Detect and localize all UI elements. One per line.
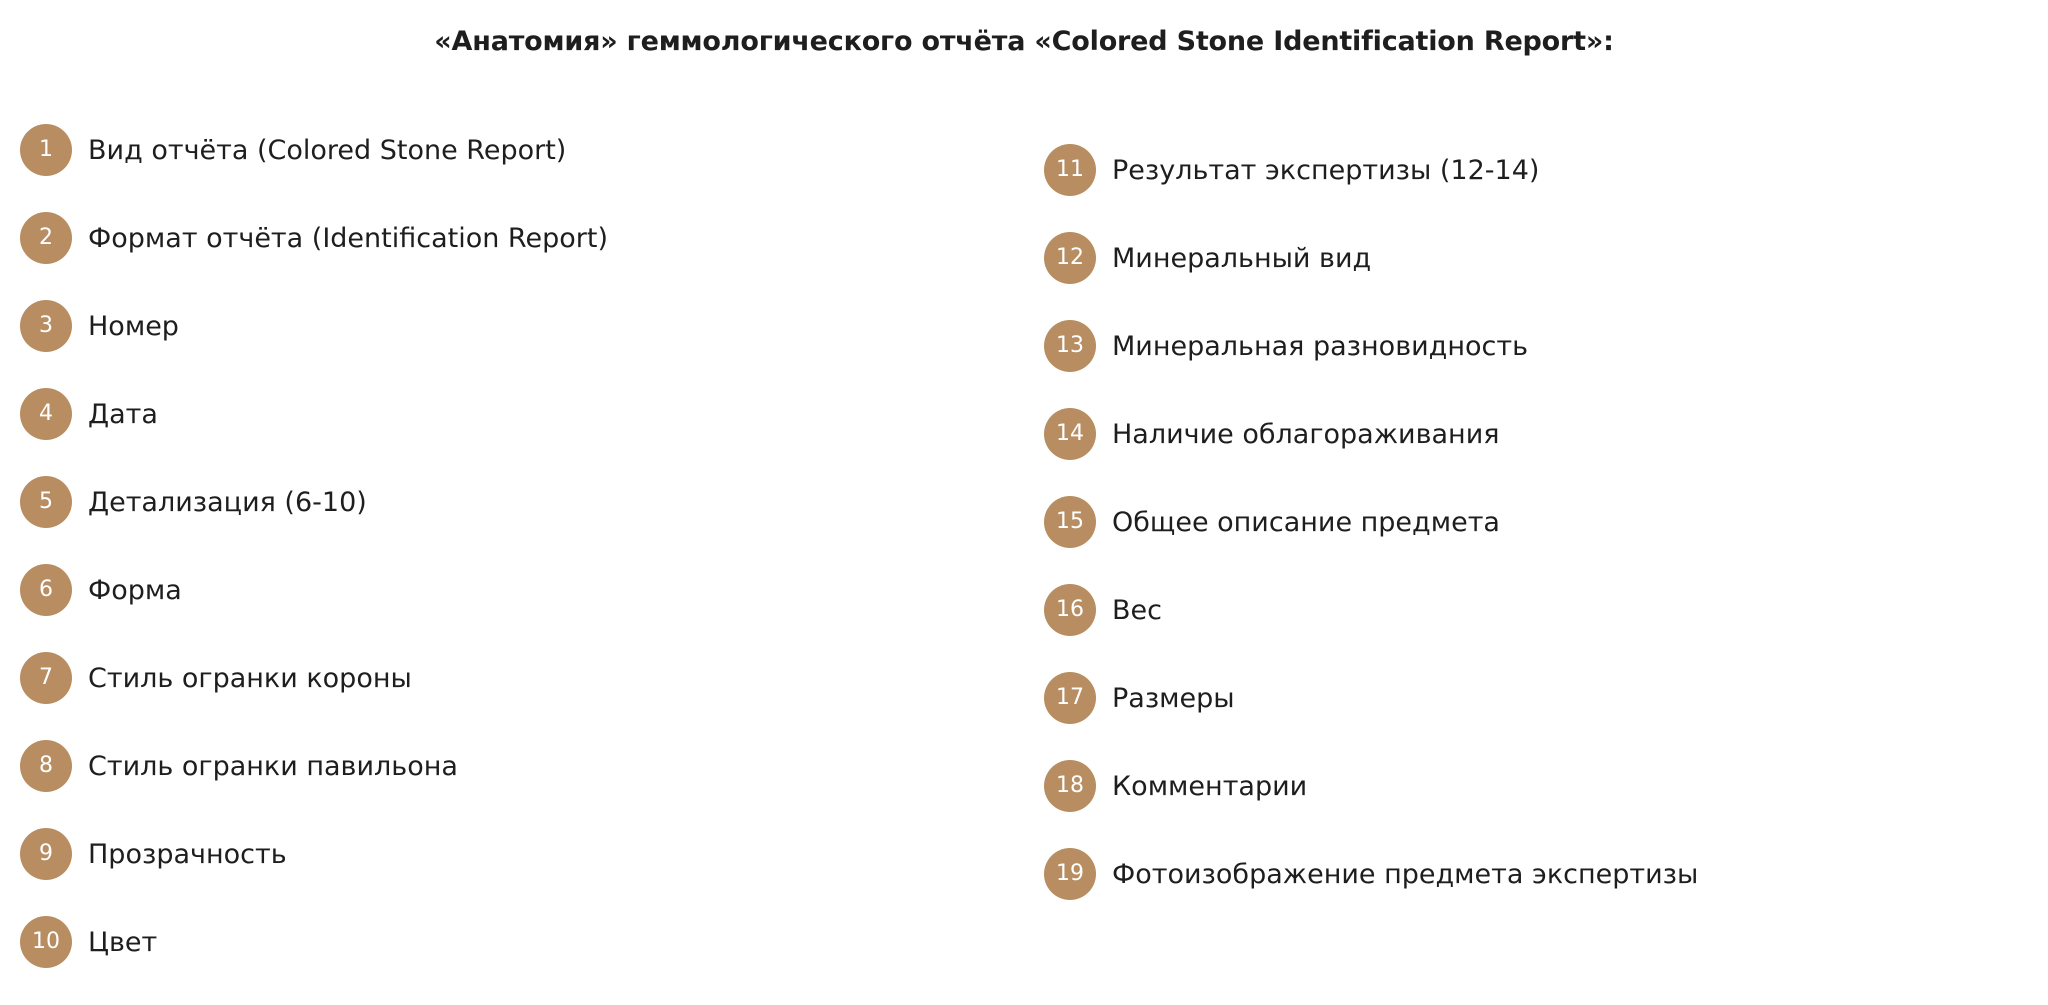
- number-badge: 6: [20, 564, 72, 616]
- item-label: Результат экспертизы (12-14): [1112, 154, 1540, 186]
- right-list: [1044, 144, 1698, 936]
- number-badge: 10: [20, 916, 72, 968]
- list-item: [20, 740, 608, 792]
- item-label: Форма: [88, 574, 182, 606]
- number-badge: 7: [20, 652, 72, 704]
- list-item: [1044, 144, 1698, 196]
- number-badge: 4: [20, 388, 72, 440]
- list-item: [1044, 848, 1698, 900]
- item-label: Номер: [88, 310, 179, 342]
- item-label: Детализация (6-10): [88, 486, 367, 518]
- number-badge: 13: [1044, 320, 1096, 372]
- list-item: [1044, 320, 1698, 372]
- item-label: Минеральная разновидность: [1112, 330, 1528, 362]
- item-label: Общее описание предмета: [1112, 506, 1500, 538]
- list-item: [20, 388, 608, 440]
- list-item: [1044, 496, 1698, 548]
- item-label: Наличие облагораживания: [1112, 418, 1500, 450]
- item-label: Вес: [1112, 594, 1162, 626]
- item-label: Прозрачность: [88, 838, 287, 870]
- number-badge: 11: [1044, 144, 1096, 196]
- list-item: [1044, 672, 1698, 724]
- item-label: Стиль огранки короны: [88, 662, 412, 694]
- number-badge: 2: [20, 212, 72, 264]
- list-item: [20, 916, 608, 968]
- list-item: [20, 652, 608, 704]
- list-item: [1044, 408, 1698, 460]
- list-item: [1044, 760, 1698, 812]
- item-label: Размеры: [1112, 682, 1235, 714]
- number-badge: 17: [1044, 672, 1096, 724]
- number-badge: 3: [20, 300, 72, 352]
- item-label: Дата: [88, 398, 158, 430]
- list-item: [20, 476, 608, 528]
- list-item: [20, 300, 608, 352]
- number-badge: 15: [1044, 496, 1096, 548]
- page-title: «Анатомия» геммологического отчёта «Colored Stone Identification Report»:: [434, 26, 1614, 57]
- list-item: [20, 564, 608, 616]
- number-badge: 18: [1044, 760, 1096, 812]
- item-label: Фотоизображение предмета экспертизы: [1112, 858, 1699, 890]
- list-item: [20, 212, 608, 264]
- list-item: [20, 124, 608, 176]
- item-label: Стиль огранки павильона: [88, 750, 458, 782]
- number-badge: 9: [20, 828, 72, 880]
- item-label: Формат отчёта (Identification Report): [88, 222, 608, 254]
- number-badge: 5: [20, 476, 72, 528]
- list-item: [1044, 584, 1698, 636]
- item-label: Вид отчёта (Colored Stone Report): [88, 134, 567, 166]
- list-item: [1044, 232, 1698, 284]
- number-badge: 12: [1044, 232, 1096, 284]
- number-badge: 1: [20, 124, 72, 176]
- item-label: Цвет: [88, 926, 158, 958]
- number-badge: 14: [1044, 408, 1096, 460]
- number-badge: 19: [1044, 848, 1096, 900]
- item-label: Минеральный вид: [1112, 242, 1372, 274]
- number-badge: 8: [20, 740, 72, 792]
- list-item: [20, 828, 608, 880]
- item-label: Комментарии: [1112, 770, 1308, 802]
- number-badge: 16: [1044, 584, 1096, 636]
- left-list: [20, 124, 608, 1004]
